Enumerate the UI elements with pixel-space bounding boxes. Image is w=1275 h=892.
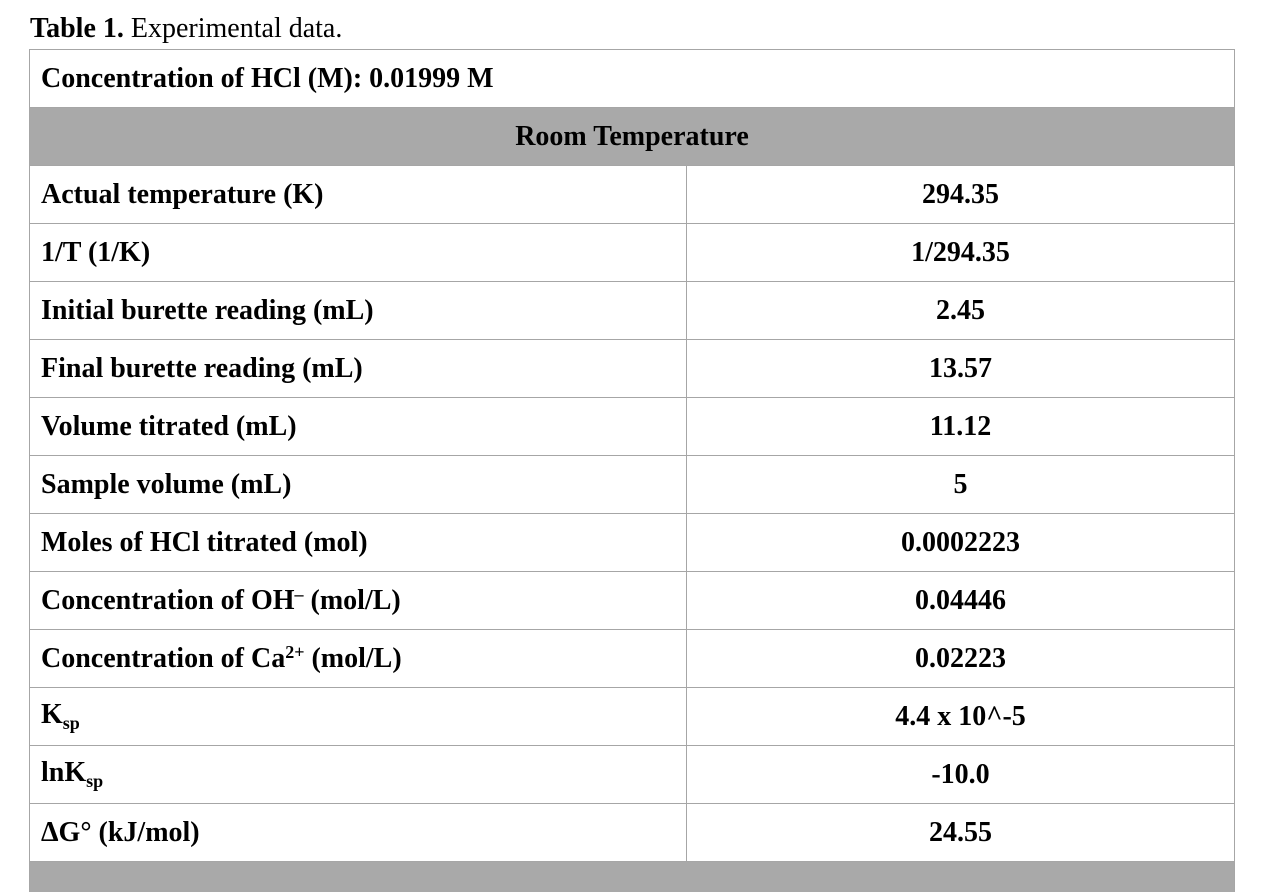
row-label-main: Concentration of OH [41,585,295,616]
caption-label: Table 1. [30,13,124,44]
table-row [30,340,1235,398]
row-label-tail: (mol/L) [304,643,401,674]
row-label [30,688,687,746]
row-value: 0.02223 [687,630,1235,688]
row-label: Initial burette reading (mL) [30,282,687,340]
concentration-header: Concentration of HCl (M): 0.01999 M [30,50,1235,108]
row-label: Final burette reading (mL) [30,340,687,398]
row-label-tail: (mol/L) [304,585,401,616]
row-label [30,572,687,630]
row-value: 0.0002223 [687,514,1235,572]
row-value: 24.55 [687,804,1235,862]
row-label [30,746,687,804]
table-row [30,804,1235,862]
table-row [30,746,1235,804]
row-label-subscript: sp [63,713,80,733]
row-label-superscript: 2+ [285,642,304,662]
table-row [30,572,1235,630]
row-label-main: K [41,699,63,730]
row-label: ΔG° (kJ/mol) [30,804,687,862]
row-value: 13.57 [687,340,1235,398]
next-section-header-row [30,862,1235,892]
row-label: Volume titrated (mL) [30,398,687,456]
row-value: 4.4 x 10^-5 [687,688,1235,746]
table-row [30,514,1235,572]
table-row [30,166,1235,224]
row-label-subscript: sp [86,771,103,791]
table-row [30,282,1235,340]
table-row [30,688,1235,746]
row-value: 0.04446 [687,572,1235,630]
row-label [30,630,687,688]
row-label-main: lnK [41,757,86,788]
caption-text: Experimental data. [124,13,342,44]
row-value: 2.45 [687,282,1235,340]
row-value: 1/294.35 [687,224,1235,282]
row-label: 1/T (1/K) [30,224,687,282]
table-row [30,630,1235,688]
row-label-main: Concentration of Ca [41,643,285,674]
row-value: 11.12 [687,398,1235,456]
row-label-superscript: – [295,584,304,604]
section-title: Room Temperature [30,108,1235,166]
concentration-header-row [30,50,1235,108]
row-value: -10.0 [687,746,1235,804]
table-row [30,456,1235,514]
row-label: Moles of HCl titrated (mol) [30,514,687,572]
table-row [30,398,1235,456]
row-label: Sample volume (mL) [30,456,687,514]
table-caption [30,12,342,46]
table-row [30,224,1235,282]
experimental-data-table [29,49,1235,892]
row-value: 294.35 [687,166,1235,224]
section-header-row [30,108,1235,166]
row-label: Actual temperature (K) [30,166,687,224]
next-section-header [30,862,1235,892]
row-value: 5 [687,456,1235,514]
